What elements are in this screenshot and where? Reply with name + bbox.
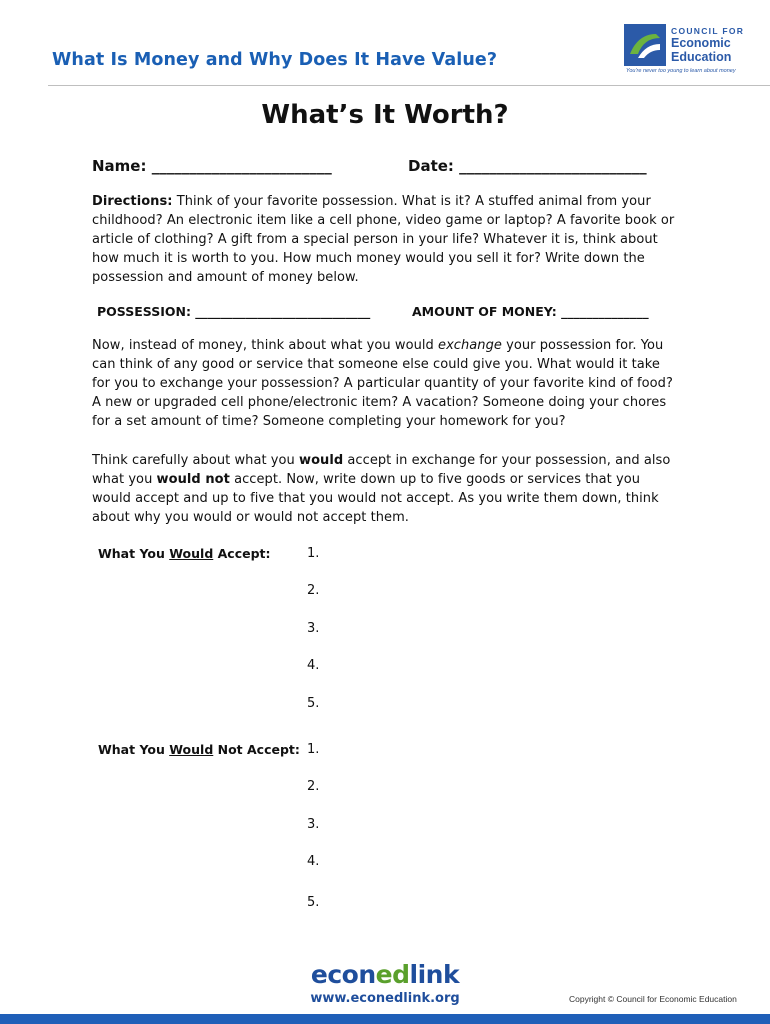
not-accept-item-2[interactable]: 2.	[307, 779, 320, 794]
brand-econ: econ	[310, 960, 376, 989]
footer-bar	[0, 1014, 770, 1024]
header-divider	[48, 85, 770, 86]
accept-item-4[interactable]: 4.	[307, 658, 320, 673]
directions-text: Think of your favorite possession. What is it? A stuffed animal from your childhood? An electronic item like a cell phone, video game or laptop? A favorite book or article of clothing? A gift from a special person in your life? Whatever it is, think about how much it is worth to you. How much money would you sell it for? Write down the possession and amount of money below.	[92, 194, 675, 285]
amount-field[interactable]: AMOUNT OF MONEY: ______________	[412, 304, 649, 319]
logo-line-2: Education	[671, 50, 732, 64]
exchange-text-2: your possession for. You can think of any good or service that someone else could give you. What would it take for you to exchange your possession? A particular quantity of your favorite kind of food? A new or upgraded cell phone/electronic item? A vacation? Someone doing your chores for a set amount of time? Someone completing your homework for you?	[92, 338, 673, 429]
logo-line-1: Economic	[671, 36, 731, 50]
exchange-text-1: Now, instead of money, think about what you would	[92, 338, 439, 353]
not-accept-item-5[interactable]: 5.	[307, 895, 320, 910]
copyright-text: Copyright © Council for Economic Education	[569, 994, 737, 1004]
think-bold-would-not: would not	[156, 472, 230, 487]
econedlink-logo[interactable]	[0, 960, 770, 989]
logo-tagline: You're never too young to learn about money	[626, 68, 736, 74]
page-title: What’s It Worth?	[261, 100, 509, 130]
accept-item-1[interactable]: 1.	[307, 546, 320, 561]
cee-logo	[624, 24, 745, 80]
think-text-1: Think carefully about what you	[92, 453, 300, 468]
directions-label: Directions:	[92, 194, 173, 209]
directions-paragraph	[92, 192, 682, 287]
date-field[interactable]: Date: _________________________	[408, 157, 647, 175]
accept-item-2[interactable]: 2.	[307, 583, 320, 598]
not-accept-item-4[interactable]: 4.	[307, 854, 320, 869]
cee-logo-icon	[624, 24, 666, 66]
name-field[interactable]: Name: ________________________	[92, 157, 332, 175]
logo-small-text: COUNCIL FOR	[671, 26, 745, 36]
possession-field[interactable]: POSSESSION: ____________________________	[97, 304, 371, 319]
brand-ed: ed	[375, 960, 410, 989]
not-accept-list-label: What You Would Not Accept:	[98, 742, 300, 757]
footer-url-link[interactable]: www.econedlink.org	[310, 991, 460, 1006]
think-text-2: accept in exchange for your possession, and also what you	[92, 453, 671, 487]
think-text-3: accept. Now, write down up to five goods or services that you would accept and up to five that you would not accept. As you write them down, think about why you would or would not accept them.	[92, 472, 659, 525]
think-paragraph	[92, 451, 682, 527]
think-bold-would: would	[299, 453, 344, 468]
accept-item-5[interactable]: 5.	[307, 696, 320, 711]
accept-item-3[interactable]: 3.	[307, 621, 320, 636]
header-title: What Is Money and Why Does It Have Value?	[52, 50, 498, 70]
brand-link: link	[409, 960, 460, 989]
exchange-emphasis: exchange	[438, 338, 502, 353]
not-accept-item-1[interactable]: 1.	[307, 742, 320, 757]
exchange-paragraph	[92, 336, 682, 431]
not-accept-item-3[interactable]: 3.	[307, 817, 320, 832]
accept-list-label: What You Would Accept:	[98, 546, 271, 561]
